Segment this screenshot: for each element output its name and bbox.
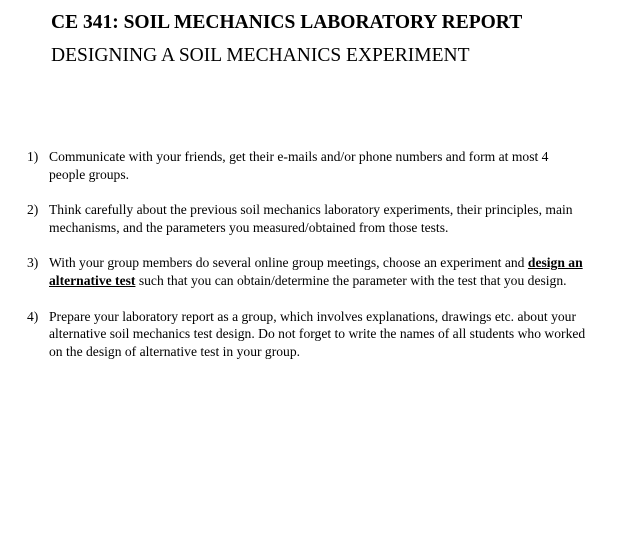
item-text	[49, 254, 587, 289]
item-text: Prepare your laboratory report as a group, which involves explanations, drawings etc. about your alternative soil mechanics test design. Do not forget to write the names of all students who worked on the design of alternative test in your group.	[49, 308, 586, 359]
item-number: 1)	[27, 149, 39, 164]
item-number: 3)	[27, 255, 39, 271]
item-text: Communicate with your friends, get their e-mails and/or phone numbers and form at most 4 people groups.	[49, 149, 549, 182]
list-item	[27, 148, 587, 183]
item-text-after: such that you can obtain/determine the parameter with the test that you design.	[138, 272, 567, 288]
emphasized-text: design an alternative test	[49, 255, 583, 288]
instruction-list	[27, 148, 587, 360]
report-title: CE 341: SOIL MECHANICS LABORATORY REPORT	[51, 12, 523, 33]
item-number: 2)	[27, 202, 39, 218]
item-number: 4)	[27, 308, 39, 324]
report-subtitle: DESIGNING A SOIL MECHANICS EXPERIMENT	[51, 45, 470, 66]
list-item	[27, 254, 587, 289]
list-item	[27, 308, 587, 361]
item-text: Think carefully about the previous soil mechanics laboratory experiments, their principles, main mechanisms, and the parameters you measured/obtained from those tests.	[49, 202, 573, 235]
list-item	[27, 201, 587, 236]
item-text-before: With your group members do several online group meetings, choose an experiment and	[49, 255, 525, 271]
